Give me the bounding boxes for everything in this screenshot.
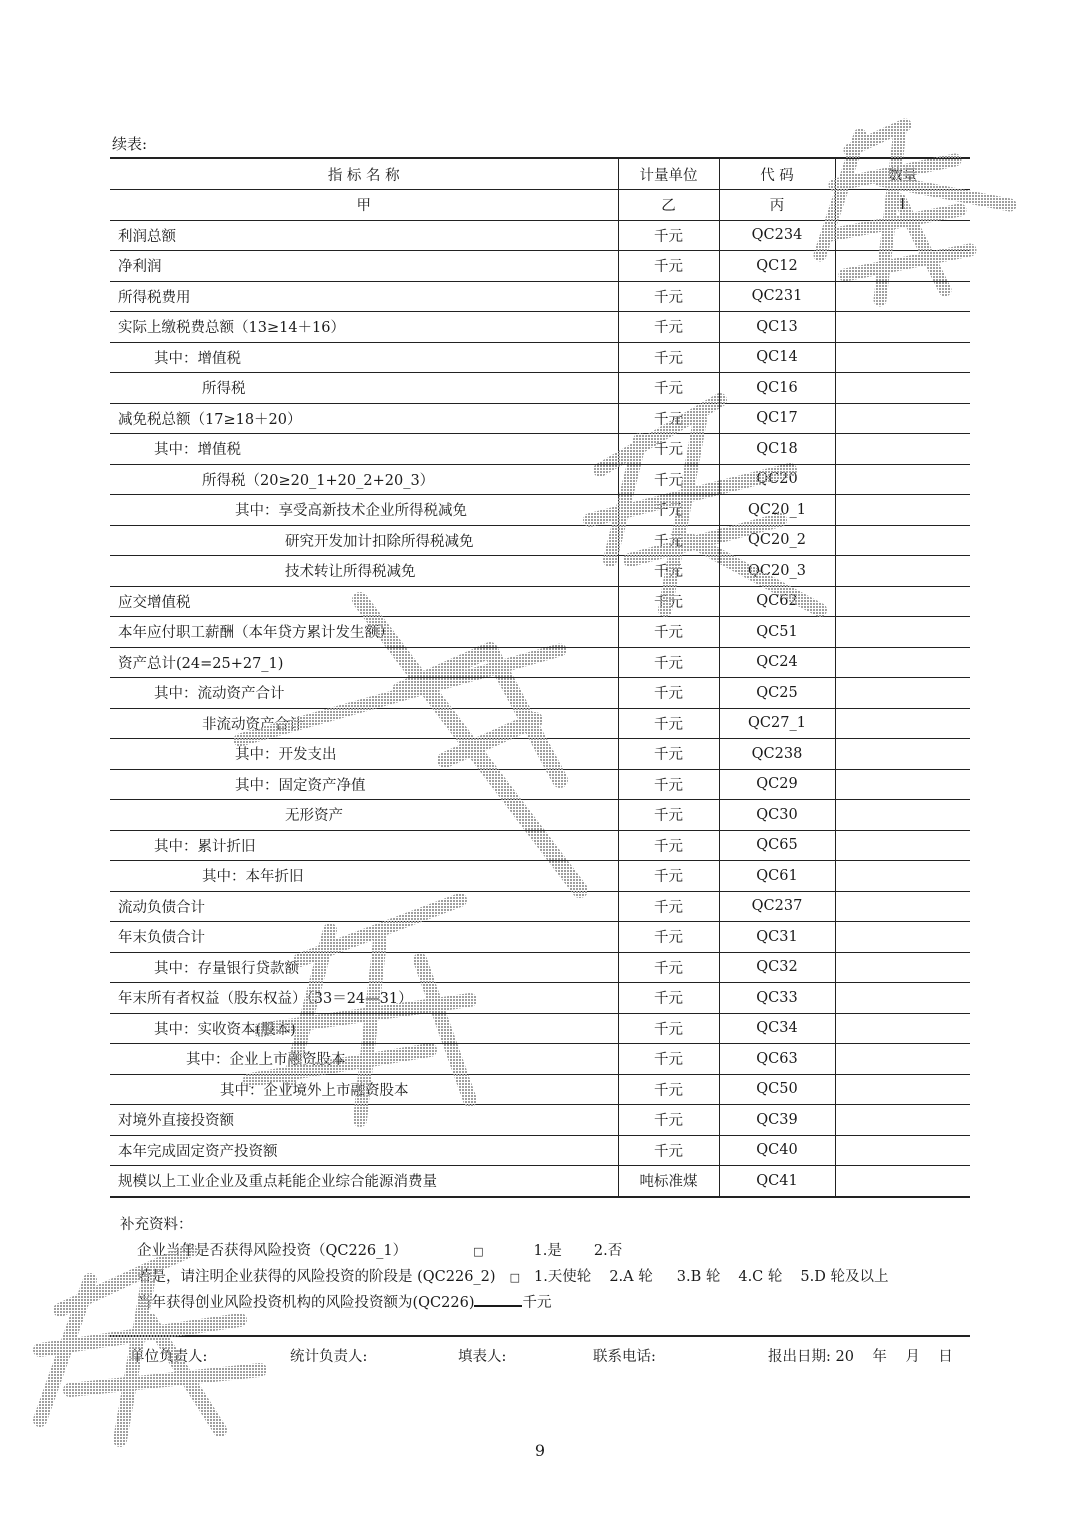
row-code: QC27_1 [719, 708, 835, 739]
row-qty-input[interactable] [835, 983, 970, 1014]
venture-amount-unit: 千元 [522, 1295, 552, 1311]
table-row [110, 281, 970, 312]
row-qty-input[interactable] [835, 1074, 970, 1105]
indicator-table [110, 157, 970, 1198]
table-row [110, 830, 970, 861]
row-qty-input[interactable] [835, 373, 970, 404]
table-row [110, 312, 970, 343]
table-row [110, 1013, 970, 1044]
row-code: QC24 [719, 647, 835, 678]
row-code: QC34 [719, 1013, 835, 1044]
row-code: QC14 [719, 342, 835, 373]
row-unit: 千元 [618, 556, 719, 587]
row-code: QC231 [719, 281, 835, 312]
row-qty-input[interactable] [835, 495, 970, 526]
row-name: 流动负债合计 [110, 891, 618, 922]
row-name: 减免税总额（17≥18＋20） [110, 403, 618, 434]
venture-question-text: 企业当年是否获得风险投资（QC226_1） [137, 1243, 408, 1259]
row-unit: 千元 [618, 312, 719, 343]
venture-stage-text: 若是，请注明企业获得的风险投资的阶段是 (QC226_2) [137, 1269, 496, 1285]
row-name: 本年应付职工薪酬（本年贷方累计发生额） [110, 617, 618, 648]
stage-option-angel: 1.天使轮 [533, 1269, 592, 1285]
row-unit: 千元 [618, 464, 719, 495]
table-row [110, 1135, 970, 1166]
row-name: 净利润 [110, 251, 618, 282]
row-name: 技术转让所得税减免 [110, 556, 618, 587]
row-code: QC65 [719, 830, 835, 861]
row-name: 年末负债合计 [110, 922, 618, 953]
row-code: QC50 [719, 1074, 835, 1105]
row-name: 应交增值税 [110, 586, 618, 617]
row-code: QC39 [719, 1105, 835, 1136]
row-code: QC31 [719, 922, 835, 953]
row-qty-input[interactable] [835, 312, 970, 343]
row-qty-input[interactable] [835, 251, 970, 282]
row-code: QC51 [719, 617, 835, 648]
row-name: 所得税（20≥20_1+20_2+20_3） [110, 464, 618, 495]
row-qty-input[interactable] [835, 739, 970, 770]
table-row [110, 220, 970, 251]
row-name: 其中：固定资产净值 [110, 769, 618, 800]
row-name: 其中：实收资本(股本) [110, 1013, 618, 1044]
supplement-title: 补充资料： [120, 1217, 193, 1233]
table-row [110, 251, 970, 282]
row-name: 本年完成固定资产投资额 [110, 1135, 618, 1166]
footer-stat-head: 统计负责人: [290, 1349, 368, 1365]
row-unit: 千元 [618, 647, 719, 678]
footer-unit-head: 单位负责人: [130, 1349, 208, 1365]
row-unit: 千元 [618, 342, 719, 373]
subheader-qty: 1 [835, 190, 970, 221]
row-qty-input[interactable] [835, 586, 970, 617]
table-row [110, 647, 970, 678]
row-unit: 千元 [618, 1013, 719, 1044]
table-row [110, 525, 970, 556]
table-row [110, 373, 970, 404]
row-unit: 千元 [618, 708, 719, 739]
row-name: 其中：增值税 [110, 342, 618, 373]
row-code: QC32 [719, 952, 835, 983]
row-unit: 千元 [618, 1074, 719, 1105]
row-code: QC13 [719, 312, 835, 343]
row-unit: 千元 [618, 251, 719, 282]
row-qty-input[interactable] [835, 1135, 970, 1166]
row-qty-input[interactable] [835, 861, 970, 892]
row-qty-input[interactable] [835, 281, 970, 312]
row-unit: 千元 [618, 281, 719, 312]
row-code: QC33 [719, 983, 835, 1014]
table-row [110, 495, 970, 526]
row-qty-input[interactable] [835, 678, 970, 709]
row-code: QC12 [719, 251, 835, 282]
venture-option-no: 2.否 [593, 1243, 623, 1259]
row-qty-input[interactable] [835, 1166, 970, 1197]
table-row [110, 342, 970, 373]
table-row [110, 403, 970, 434]
row-name: 其中：本年折旧 [110, 861, 618, 892]
row-name: 研究开发加计扣除所得税减免 [110, 525, 618, 556]
row-unit: 吨标准煤 [618, 1166, 719, 1197]
header-qty: 数量 [835, 158, 970, 190]
row-name: 其中：企业上市融资股本 [110, 1044, 618, 1075]
row-unit: 千元 [618, 830, 719, 861]
row-qty-input[interactable] [835, 1105, 970, 1136]
row-unit: 千元 [618, 739, 719, 770]
row-qty-input[interactable] [835, 464, 970, 495]
table-row [110, 1044, 970, 1075]
footer-date: 报出日期: 20 年 月 日 [768, 1349, 953, 1365]
row-qty-input[interactable] [835, 647, 970, 678]
row-name: 其中：享受高新技术企业所得税减免 [110, 495, 618, 526]
table-row [110, 739, 970, 770]
row-qty-input[interactable] [835, 769, 970, 800]
row-name: 其中：开发支出 [110, 739, 618, 770]
footer-phone: 联系电话: [593, 1349, 656, 1365]
page-number: 9 [534, 1441, 546, 1460]
supplement-venture-question [137, 1239, 622, 1260]
table-row [110, 556, 970, 587]
stage-option-c: 4.C 轮 [738, 1269, 783, 1285]
table-row [110, 678, 970, 709]
subheader-code: 丙 [719, 190, 835, 221]
footer-filler: 填表人: [458, 1349, 507, 1365]
row-qty-input[interactable] [835, 220, 970, 251]
subheader-unit: 乙 [618, 190, 719, 221]
row-code: QC41 [719, 1166, 835, 1197]
continued-label: 续表: [112, 135, 148, 153]
row-qty-input[interactable] [835, 1044, 970, 1075]
row-code: QC16 [719, 373, 835, 404]
table-row [110, 1166, 970, 1197]
table-header-row [110, 158, 970, 190]
row-unit: 千元 [618, 373, 719, 404]
table-subheader-row [110, 190, 970, 221]
row-qty-input[interactable] [835, 1013, 970, 1044]
subheader-name: 甲 [110, 190, 618, 221]
venture-amount-blank[interactable] [474, 1293, 522, 1307]
row-code: QC30 [719, 800, 835, 831]
row-name: 利润总额 [110, 220, 618, 251]
row-code: QC237 [719, 891, 835, 922]
row-qty-input[interactable] [835, 342, 970, 373]
row-qty-input[interactable] [835, 434, 970, 465]
table-row [110, 1105, 970, 1136]
row-unit: 千元 [618, 220, 719, 251]
row-qty-input[interactable] [835, 800, 970, 831]
venture-answer-checkbox[interactable]: □ [473, 1245, 484, 1258]
row-name: 其中：企业境外上市融资股本 [110, 1074, 618, 1105]
table-row [110, 891, 970, 922]
stage-option-a: 2.A 轮 [609, 1269, 653, 1285]
row-name: 非流动资产合计 [110, 708, 618, 739]
row-code: QC29 [719, 769, 835, 800]
table-row [110, 952, 970, 983]
table-row [110, 861, 970, 892]
row-unit: 千元 [618, 586, 719, 617]
row-unit: 千元 [618, 769, 719, 800]
table-row [110, 464, 970, 495]
row-unit: 千元 [618, 861, 719, 892]
row-name: 年末所有者权益（股东权益）（33＝24—31） [110, 983, 618, 1014]
footer-divider [110, 1335, 970, 1337]
row-qty-input[interactable] [835, 830, 970, 861]
row-name: 其中：累计折旧 [110, 830, 618, 861]
row-code: QC20_1 [719, 495, 835, 526]
row-unit: 千元 [618, 403, 719, 434]
row-unit: 千元 [618, 1105, 719, 1136]
row-unit: 千元 [618, 525, 719, 556]
row-unit: 千元 [618, 617, 719, 648]
row-qty-input[interactable] [835, 525, 970, 556]
table-row [110, 922, 970, 953]
table-body [110, 220, 970, 1197]
table-row [110, 769, 970, 800]
row-name: 实际上缴税费总额（13≥14＋16） [110, 312, 618, 343]
row-code: QC234 [719, 220, 835, 251]
row-qty-input[interactable] [835, 891, 970, 922]
row-qty-input[interactable] [835, 708, 970, 739]
row-unit: 千元 [618, 434, 719, 465]
row-code: QC25 [719, 678, 835, 709]
row-unit: 千元 [618, 1044, 719, 1075]
row-code: QC63 [719, 1044, 835, 1075]
row-qty-input[interactable] [835, 403, 970, 434]
row-qty-input[interactable] [835, 952, 970, 983]
row-name: 对境外直接投资额 [110, 1105, 618, 1136]
supplement-venture-amount [137, 1291, 551, 1312]
row-code: QC62 [719, 586, 835, 617]
row-name: 其中：流动资产合计 [110, 678, 618, 709]
table-row [110, 586, 970, 617]
table-row [110, 617, 970, 648]
header-code: 代 码 [719, 158, 835, 190]
row-code: QC238 [719, 739, 835, 770]
row-name: 其中：存量银行贷款额 [110, 952, 618, 983]
table-row [110, 434, 970, 465]
row-unit: 千元 [618, 983, 719, 1014]
row-name: 资产总计(24=25+27_1) [110, 647, 618, 678]
venture-stage-checkbox[interactable]: □ [509, 1271, 520, 1284]
row-qty-input[interactable] [835, 617, 970, 648]
row-unit: 千元 [618, 495, 719, 526]
venture-amount-text: 当年获得创业风险投资机构的风险投资额为(QC226) [137, 1295, 475, 1311]
header-name: 指 标 名 称 [110, 158, 618, 190]
row-name: 所得税 [110, 373, 618, 404]
table-row [110, 983, 970, 1014]
row-name: 所得税费用 [110, 281, 618, 312]
row-code: QC40 [719, 1135, 835, 1166]
row-code: QC20_3 [719, 556, 835, 587]
row-name: 无形资产 [110, 800, 618, 831]
stage-option-d-plus: 5.D 轮及以上 [800, 1269, 889, 1285]
row-unit: 千元 [618, 922, 719, 953]
row-qty-input[interactable] [835, 556, 970, 587]
row-unit: 千元 [618, 678, 719, 709]
row-unit: 千元 [618, 1135, 719, 1166]
row-code: QC20_2 [719, 525, 835, 556]
row-name: 规模以上工业企业及重点耗能企业综合能源消费量 [110, 1166, 618, 1197]
table-row [110, 1074, 970, 1105]
row-code: QC61 [719, 861, 835, 892]
row-code: QC20 [719, 464, 835, 495]
stage-option-b: 3.B 轮 [676, 1269, 721, 1285]
supplement-venture-stage [137, 1265, 888, 1286]
row-unit: 千元 [618, 891, 719, 922]
venture-option-yes: 1.是 [533, 1243, 562, 1259]
row-code: QC17 [719, 403, 835, 434]
row-unit: 千元 [618, 952, 719, 983]
table-row [110, 708, 970, 739]
table-row [110, 800, 970, 831]
row-code: QC18 [719, 434, 835, 465]
header-unit: 计量单位 [618, 158, 719, 190]
row-name: 其中：增值税 [110, 434, 618, 465]
row-qty-input[interactable] [835, 922, 970, 953]
row-unit: 千元 [618, 800, 719, 831]
